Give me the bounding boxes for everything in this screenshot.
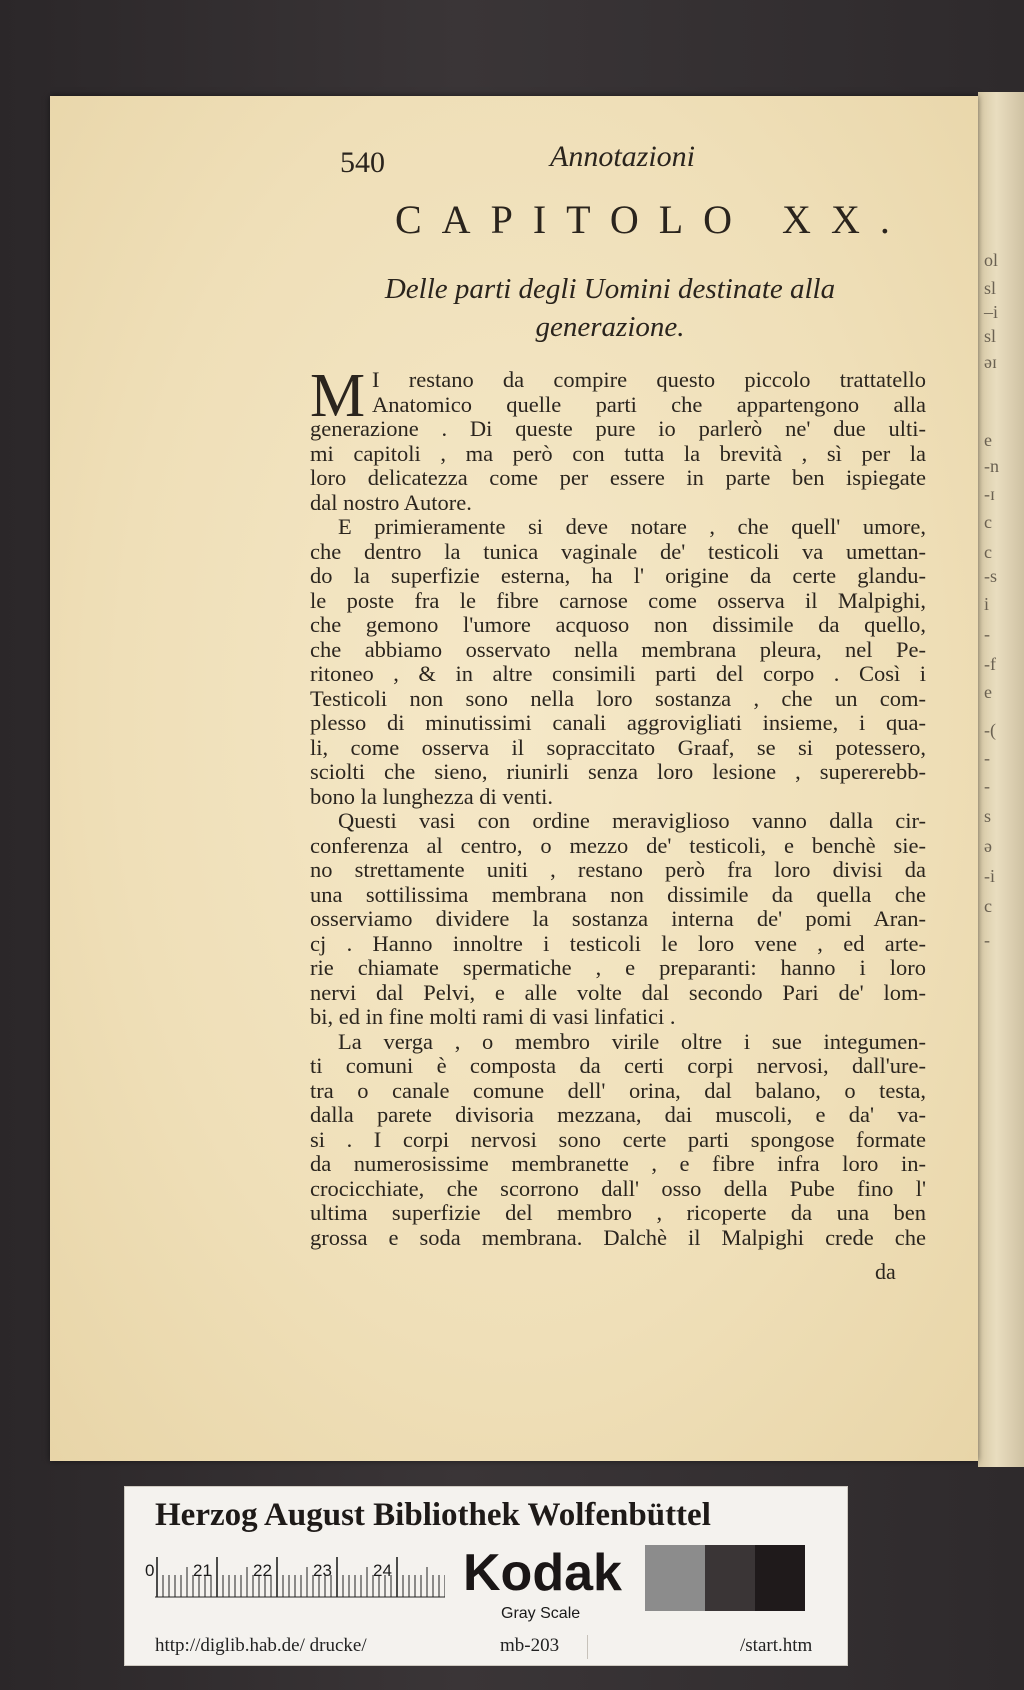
text-line: I restano da compire questo piccolo trattatello xyxy=(372,367,926,392)
catchword: da xyxy=(875,1259,896,1284)
ruler-number: 22 xyxy=(253,1561,272,1580)
text-line: tra o canale comune dell' orina, dal balano, o testa, xyxy=(310,1077,926,1103)
chapter-subtitle-line: Delle parti degli Uomini destinate alla xyxy=(384,273,836,305)
facing-page-glyph: - xyxy=(984,748,990,768)
text-line: do la superfizie esterna, ha l' origine da certe glandu- xyxy=(310,563,926,588)
url-part: /start.htm xyxy=(740,1635,813,1656)
facing-page-glyph: -n xyxy=(984,456,999,476)
text-line: che dentro la tunica vaginale de' testicoli va umettan- xyxy=(310,538,926,564)
facing-page-glyph: -f xyxy=(984,654,996,674)
text-line: plesso di minutissimi canali aggrovigliati insieme, i qua- xyxy=(310,710,926,735)
text-line: nervi dal Pelvi, e alle volte dal secondo Pari de' lom- xyxy=(310,979,926,1005)
body-text xyxy=(310,362,926,1250)
facing-page-glyph: s xyxy=(984,806,992,826)
text-line: da numerosissime membranette , e fibre infra loro in- xyxy=(310,1151,926,1176)
facing-page-glyph: –i xyxy=(984,302,999,322)
text-line: dal nostro Autore. xyxy=(310,489,472,515)
text-line: crocicchiate, che scorrono dall' osso della Pube fino l' xyxy=(310,1175,926,1201)
kodak-logo: Kodak xyxy=(463,1544,622,1602)
text-line: una sottilissima membrana non dissimile da quella che xyxy=(310,881,926,907)
text-line: Anatomico quelle parti che appartengono alla xyxy=(372,391,926,417)
facing-page-glyph: sl xyxy=(984,326,997,346)
url-divider xyxy=(587,1635,588,1659)
gray-scale-label: Gray Scale xyxy=(501,1605,581,1622)
facing-page-glyph: - xyxy=(984,930,990,950)
facing-page-glyph: əɪ xyxy=(984,352,997,372)
chapter-subtitle-line: generazione. xyxy=(535,311,685,343)
gray-swatch xyxy=(755,1545,805,1611)
facing-page-glyph: -ɪ xyxy=(984,484,995,504)
gray-swatch xyxy=(705,1545,755,1611)
facing-page-glyph: e xyxy=(984,430,992,450)
text-line: che gemono l'umore acquoso non dissimile da quello, xyxy=(310,612,926,637)
text-line: cj . Hanno innoltre i testicoli le loro vene , ed arte- xyxy=(310,930,926,956)
text-line: conferenza al centro, o mezzo de' testicoli, e benchè sie- xyxy=(310,832,926,858)
text-line: mi capitoli , ma però con tutta la brevità , sì per la xyxy=(310,440,926,466)
text-line: bono la lunghezza di venti. xyxy=(310,783,554,809)
facing-page-glyph: -( xyxy=(984,720,996,740)
library-color-strip xyxy=(124,1486,848,1666)
facing-page-glyph: i xyxy=(984,594,990,614)
text-line: si . I corpi nervosi sono certe parti spongose formate xyxy=(310,1126,926,1152)
facing-page-glyph: c xyxy=(984,896,992,916)
gray-swatch xyxy=(645,1545,705,1611)
page-number: 540 xyxy=(340,146,385,179)
facing-page-glyph: - xyxy=(984,776,990,796)
text-line: Testicoli non sono nella loro sostanza , che un com- xyxy=(310,685,926,711)
library-name: Herzog August Bibliothek Wolfenbüttel xyxy=(155,1497,711,1533)
facing-page-glyph: - xyxy=(984,624,990,644)
text-line: ti comuni è composta da certi corpi nervosi, dall'ure- xyxy=(310,1053,926,1078)
ruler-number: 23 xyxy=(313,1561,332,1580)
text-line: generazione . Di queste pure io parlerò ne' due ulti- xyxy=(310,416,926,441)
facing-page-glyph: ə xyxy=(984,836,992,856)
url-part: http://diglib.hab.de/ drucke/ xyxy=(155,1635,367,1656)
facing-page-glyph: ol xyxy=(984,250,999,270)
text-line: Questi vasi con ordine meraviglioso vanno dalla cir- xyxy=(338,808,926,833)
facing-page-glyph: -i xyxy=(984,866,995,886)
text-line: no strettamente uniti , restano però fra loro divisi da xyxy=(310,857,926,882)
facing-page-glyph: c xyxy=(984,512,992,532)
text-line: grossa e soda membrana. Dalchè il Malpighi crede che xyxy=(310,1224,926,1250)
text-line: dalla parete divisoria mezzana, dai muscoli, e da' va- xyxy=(310,1102,926,1127)
text-line: ultima superfizie del membro , ricoperte da una ben xyxy=(310,1200,926,1225)
drop-cap: M xyxy=(310,362,366,430)
running-title: Annotazioni xyxy=(550,140,696,173)
gray-swatches xyxy=(645,1545,805,1611)
facing-page-glyph: sl xyxy=(984,278,997,298)
chapter-subtitle xyxy=(330,270,890,346)
page-header xyxy=(340,140,710,180)
facing-page-edge xyxy=(978,92,1024,1467)
text-line: li, come osserva il sopraccitato Graaf, se si potessero, xyxy=(310,734,926,760)
text-line: ritoneo , & in altre consimili parti del corpo . Così i xyxy=(310,661,926,686)
text-line: osserviamo dividere la sostanza interna de' pomi Aran- xyxy=(310,906,926,931)
ruler-number: 0 xyxy=(145,1561,155,1580)
text-line: bi, ed in fine molti rami di vasi linfatici . xyxy=(310,1004,676,1029)
facing-page-glyph: c xyxy=(984,542,992,562)
text-line: che abbiamo osservato nella membrana pleura, nel Pe- xyxy=(310,636,926,662)
url-part: mb-203 xyxy=(500,1635,560,1656)
ruler-number: 24 xyxy=(373,1561,392,1580)
facing-page-glyph: e xyxy=(984,682,992,702)
facing-page-glyph: -s xyxy=(984,566,997,586)
chapter-title: CAPITOLO XX. xyxy=(395,197,910,242)
text-line: E primieramente si deve notare , che quell' umore, xyxy=(338,514,926,539)
text-line: rie chiamate spermatiche , e preparanti: hanno i loro xyxy=(310,955,926,980)
text-line: loro delicatezza come per essere in parte ben ispiegate xyxy=(310,465,926,490)
text-line: La verga , o membro virile oltre i sue integumen- xyxy=(338,1028,926,1054)
text-line: sciolti che sieno, riunirli senza loro lesione , supererebb- xyxy=(310,759,926,784)
text-line: le poste fra le fibre carnose come osserva il Malpighi, xyxy=(310,587,926,613)
ruler-number: 21 xyxy=(193,1561,212,1580)
